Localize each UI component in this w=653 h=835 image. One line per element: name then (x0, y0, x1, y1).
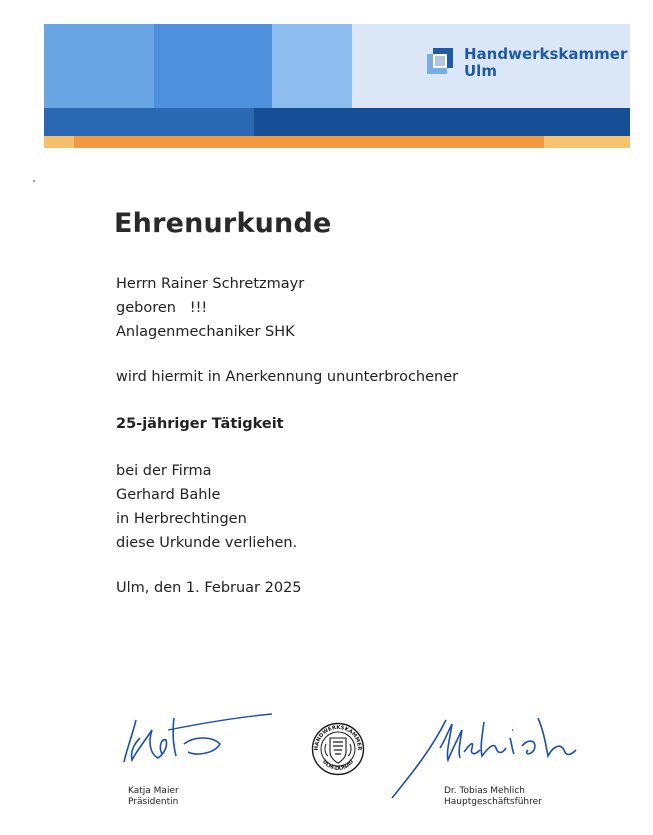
brand-name (464, 46, 627, 80)
signatory-left-name: Katja Maier (128, 786, 179, 796)
statement-line: wird hiermit in Anerkennung ununterbrochener (116, 369, 459, 385)
banner-block-3 (272, 24, 352, 108)
banner-bottom-block-1 (44, 136, 74, 148)
certificate-title: Ehrenurkunde (114, 208, 332, 239)
brand-line-2: Ulm (464, 62, 497, 80)
brand-line-1: Handwerkskammer (464, 45, 628, 63)
signatory-right-name: Dr. Tobias Mehlich (444, 786, 525, 796)
birth-line: geboren !!! (116, 300, 208, 316)
banner-mid-block-2 (254, 108, 630, 136)
signatory-left-role: Präsidentin (128, 797, 179, 807)
handwerkskammer-logo-icon (425, 46, 455, 76)
official-seal-icon (311, 722, 365, 776)
signatory-left (128, 786, 179, 808)
signatory-right (444, 786, 542, 808)
header-banner (44, 24, 630, 148)
date-line: Ulm, den 1. Februar 2025 (116, 580, 302, 596)
seal-text-top: HANDWERKSKAMMER (313, 724, 363, 751)
banner-block-2 (154, 24, 272, 108)
seal-text-bottom: ULM-DONAU (320, 758, 356, 773)
company-intro: bei der Firma (116, 463, 212, 479)
company-location: in Herbrechtingen (116, 511, 247, 527)
banner-block-1 (44, 24, 154, 108)
profession: Anlagenmechaniker SHK (116, 324, 295, 340)
signatory-right-role: Hauptgeschäftsführer (444, 797, 542, 807)
service-years: 25-jähriger Tätigkeit (116, 416, 284, 432)
company-name: Gerhard Bahle (116, 487, 221, 503)
award-line: diese Urkunde verliehen. (116, 535, 298, 551)
banner-bottom-block-2 (544, 136, 630, 148)
banner-mid-block-1 (44, 108, 254, 136)
banner-bottom-band (44, 136, 630, 148)
signature-left (118, 708, 278, 770)
scan-speck (33, 180, 35, 182)
recipient-name: Herrn Rainer Schretzmayr (116, 276, 305, 292)
